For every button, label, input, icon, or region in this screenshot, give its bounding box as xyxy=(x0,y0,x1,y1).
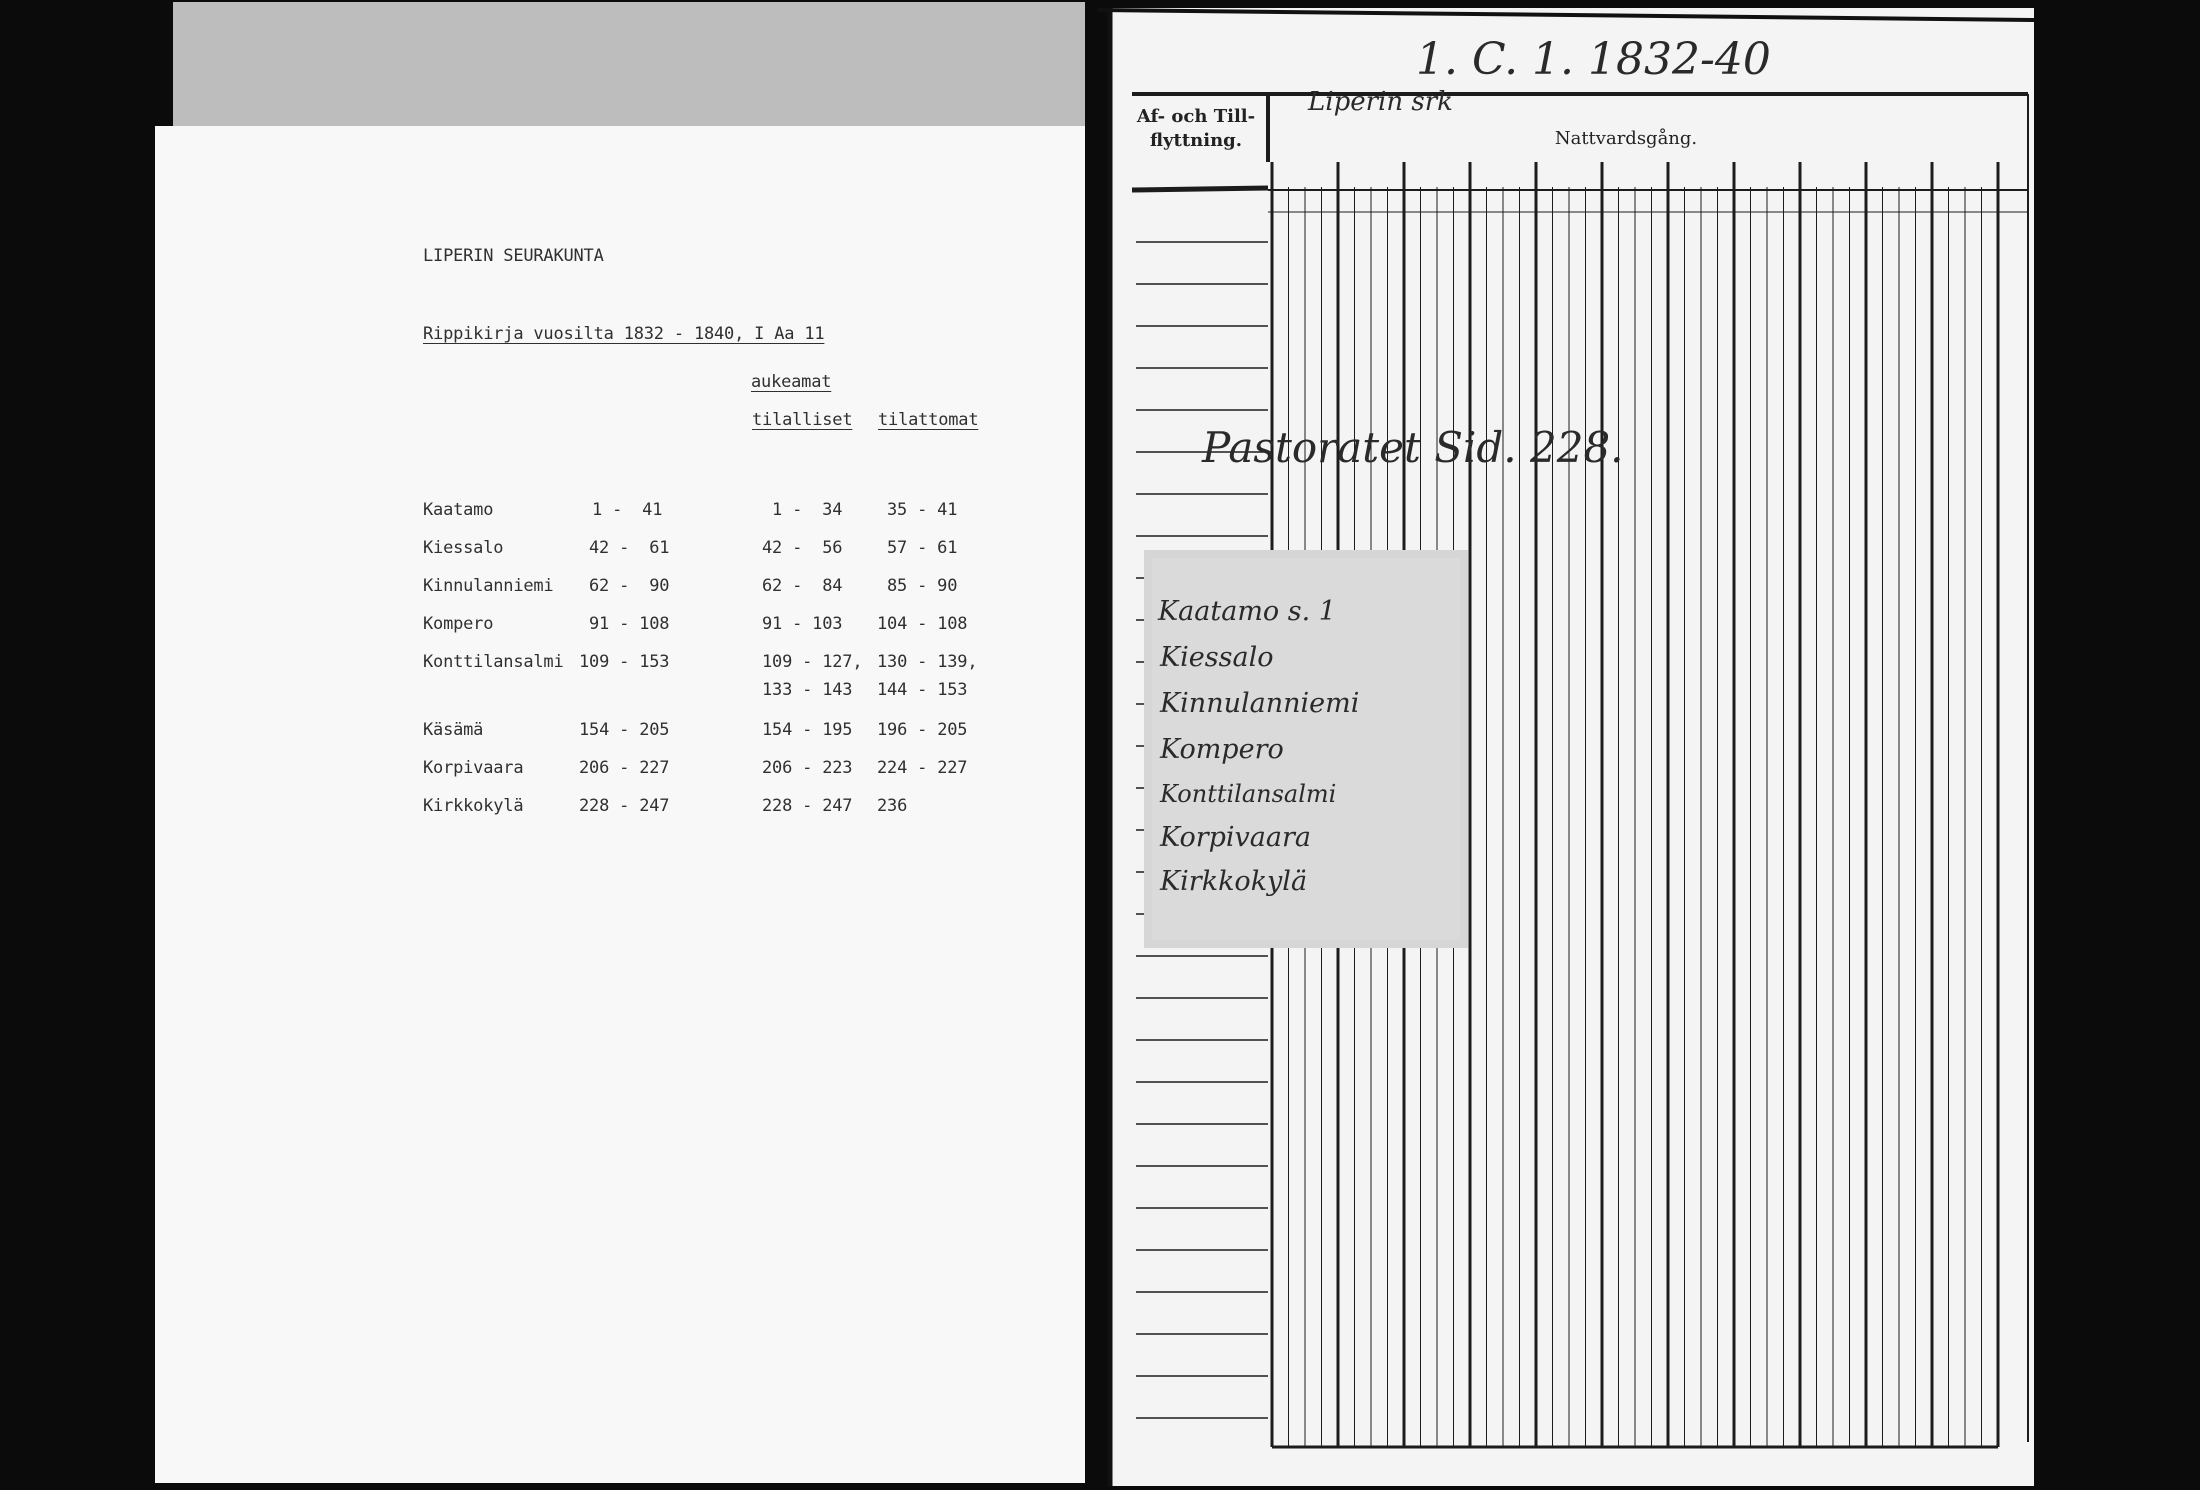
page-range: 206 - 227 xyxy=(579,758,670,778)
pastorat-note: Pastoratet Sid. 228. xyxy=(1202,423,1624,472)
archive-mark: 1. C. 1. 1832-40 xyxy=(1416,34,1771,85)
register-title: Rippikirja vuosilta 1832 - 1840, I Aa 11 xyxy=(423,324,825,344)
landed-range: 228 - 247 xyxy=(762,796,853,816)
slip-line: Kinnulanniemi xyxy=(1160,688,1360,719)
landless-range: 104 - 108 xyxy=(877,614,968,634)
typed-index-page xyxy=(155,126,1085,1483)
landless-range: 57 - 61 xyxy=(887,538,958,558)
landless-range: 236 xyxy=(877,796,908,816)
slip-line: Kompero xyxy=(1160,734,1284,765)
pasted-index-slip xyxy=(1144,550,1468,948)
landless-range-continued: 144 - 153 xyxy=(877,680,968,700)
village-name: Kiessalo xyxy=(423,538,504,558)
village-name: Käsämä xyxy=(423,720,484,740)
slip-line: Kirkkokylä xyxy=(1160,866,1308,897)
underlying-sheet-edge xyxy=(173,2,1085,126)
landless-range: 85 - 90 xyxy=(887,576,958,596)
moving-header-line2: flyttning. xyxy=(1149,130,1243,151)
page-range: 1 - 41 xyxy=(592,500,663,520)
communion-header: Nattvardsgång. xyxy=(1554,128,1698,149)
page-range: 109 - 153 xyxy=(579,652,670,672)
page-range: 154 - 205 xyxy=(579,720,670,740)
village-name: Korpivaara xyxy=(423,758,524,778)
landed-range: 206 - 223 xyxy=(762,758,853,778)
slip-line: Konttilansalmi xyxy=(1160,780,1337,808)
ledger-page xyxy=(1098,2,2042,1488)
landed-range: 42 - 56 xyxy=(762,538,843,558)
landless-range: 35 - 41 xyxy=(887,500,958,520)
landless-header: tilattomat xyxy=(878,410,979,430)
slip-line: Korpivaara xyxy=(1160,822,1311,853)
landed-range: 91 - 103 xyxy=(762,614,843,634)
landed-range: 154 - 195 xyxy=(762,720,853,740)
landed-range: 62 - 84 xyxy=(762,576,843,596)
landless-range: 196 - 205 xyxy=(877,720,968,740)
moving-header: Af- och Till- xyxy=(1136,106,1256,127)
landed-range-continued: 133 - 143 xyxy=(762,680,853,700)
village-name: Konttilansalmi xyxy=(423,652,564,672)
village-name: Kinnulanniemi xyxy=(423,576,554,596)
landless-range: 130 - 139, xyxy=(877,652,978,672)
landless-range: 224 - 227 xyxy=(877,758,968,778)
village-name: Kirkkokylä xyxy=(423,796,524,816)
landed-range: 109 - 127, xyxy=(762,652,863,672)
slip-line: Kiessalo xyxy=(1160,642,1274,673)
page-range: 91 - 108 xyxy=(589,614,670,634)
page-range: 42 - 61 xyxy=(589,538,670,558)
village-name: Kompero xyxy=(423,614,494,634)
spreads-header: aukeamat xyxy=(751,372,832,392)
parish-title: LIPERIN SEURAKUNTA xyxy=(423,246,604,266)
page-range: 228 - 247 xyxy=(579,796,670,816)
parish-handwritten: Liperin srk xyxy=(1308,87,1453,117)
page-range: 62 - 90 xyxy=(589,576,670,596)
village-name: Kaatamo xyxy=(423,500,494,520)
slip-line: Kaatamo s. 1 xyxy=(1158,596,1336,627)
landed-header: tilalliset xyxy=(752,410,853,430)
landed-range: 1 - 34 xyxy=(772,500,843,520)
